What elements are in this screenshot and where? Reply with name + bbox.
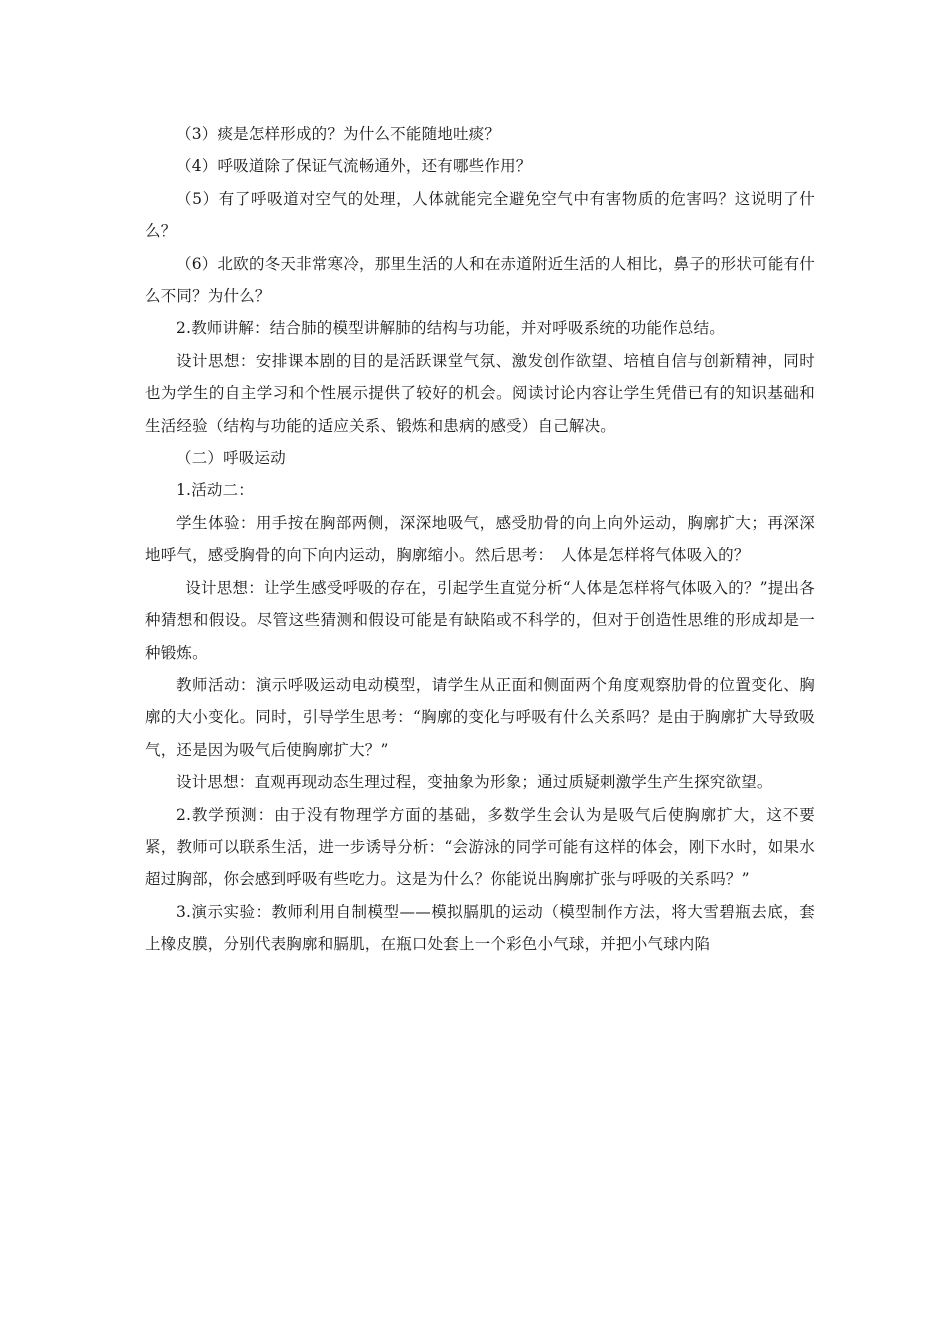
question-3: （3）痰是怎样形成的？为什么不能随地吐痰？ — [176, 125, 501, 143]
question-6: （6）北欧的冬天非常寒冷，那里生活的人和在赤道附近生活的人相比，鼻子的形状可能有什么不同？为什么？ — [145, 254, 815, 306]
design-idea-1: 设计思想：安排课本剧的目的是活跃课堂气氛、激发创作欲望、培植自信与创新精神，同时也为学生的自主学习和个性展示提供了较好的机会。阅读讨论内容让学生凭借已有的知识基础和生活经验（结构与功能的适应关系、锻炼和患病的感受）自己解决。 — [145, 351, 815, 435]
activity-two-heading: 1.活动二： — [176, 481, 254, 500]
section-heading-breathing-movement: （二）呼吸运动 — [176, 449, 286, 468]
design-idea-3: 设计思想：直观再现动态生理过程，变抽象为形象；通过质疑刺激学生产生探究欲望。 — [176, 773, 773, 792]
teaching-prediction: 2.教学预测：由于没有物理学方面的基础，多数学生会认为是吸气后使胸廓扩大，这不要紧，教师可以联系生活，进一步诱导分析：“会游泳的同学可能有这样的体会，刚下水时，如果水超过胸部，你会感到呼吸有些吃力。这是为什么？你能说出胸廓扩张与呼吸的关系吗？” — [145, 805, 815, 889]
demonstration-experiment: 3.演示实验：教师利用自制模型——模拟膈肌的运动（模型制作方法，将大雪碧瓶去底，套上橡皮膜，分别代表胸廓和膈肌，在瓶口处套上一个彩色小气球，并把小气球内陷 — [145, 902, 815, 954]
teacher-activity: 教师活动：演示呼吸运动电动模型，请学生从正面和侧面两个角度观察肋骨的位置变化、胸廓的大小变化。同时，引导学生思考：“胸廓的变化与呼吸有什么关系吗？是由于胸廓扩大导致吸气，还是因为吸气后使胸廓扩大？” — [145, 675, 815, 759]
question-5: （5）有了呼吸道对空气的处理，人体就能完全避免空气中有害物质的危害吗？这说明了什么？ — [145, 189, 815, 241]
design-idea-2: 设计思想：让学生感受呼吸的存在，引起学生直觉分析“人体是怎样将气体吸入的？”提出各种猜想和假设。尽管这些猜测和假设可能是有缺陷或不科学的，但对于创造性思维的形成却是一种锻炼。 — [145, 578, 815, 662]
question-4: （4）呼吸道除了保证气流畅通外，还有哪些作用？ — [176, 157, 532, 176]
teacher-lecture: 2.教师讲解：结合肺的模型讲解肺的结构与功能，并对呼吸系统的功能作总结。 — [176, 319, 725, 338]
student-experience: 学生体验：用手按在胸部两侧，深深地吸气，感受肋骨的向上向外运动，胸廓扩大；再深深地呼气，感受胸骨的向下向内运动，胸廓缩小。然后思考： 人体是怎样将气体吸入的？ — [145, 513, 815, 565]
document-body — [145, 118, 815, 961]
